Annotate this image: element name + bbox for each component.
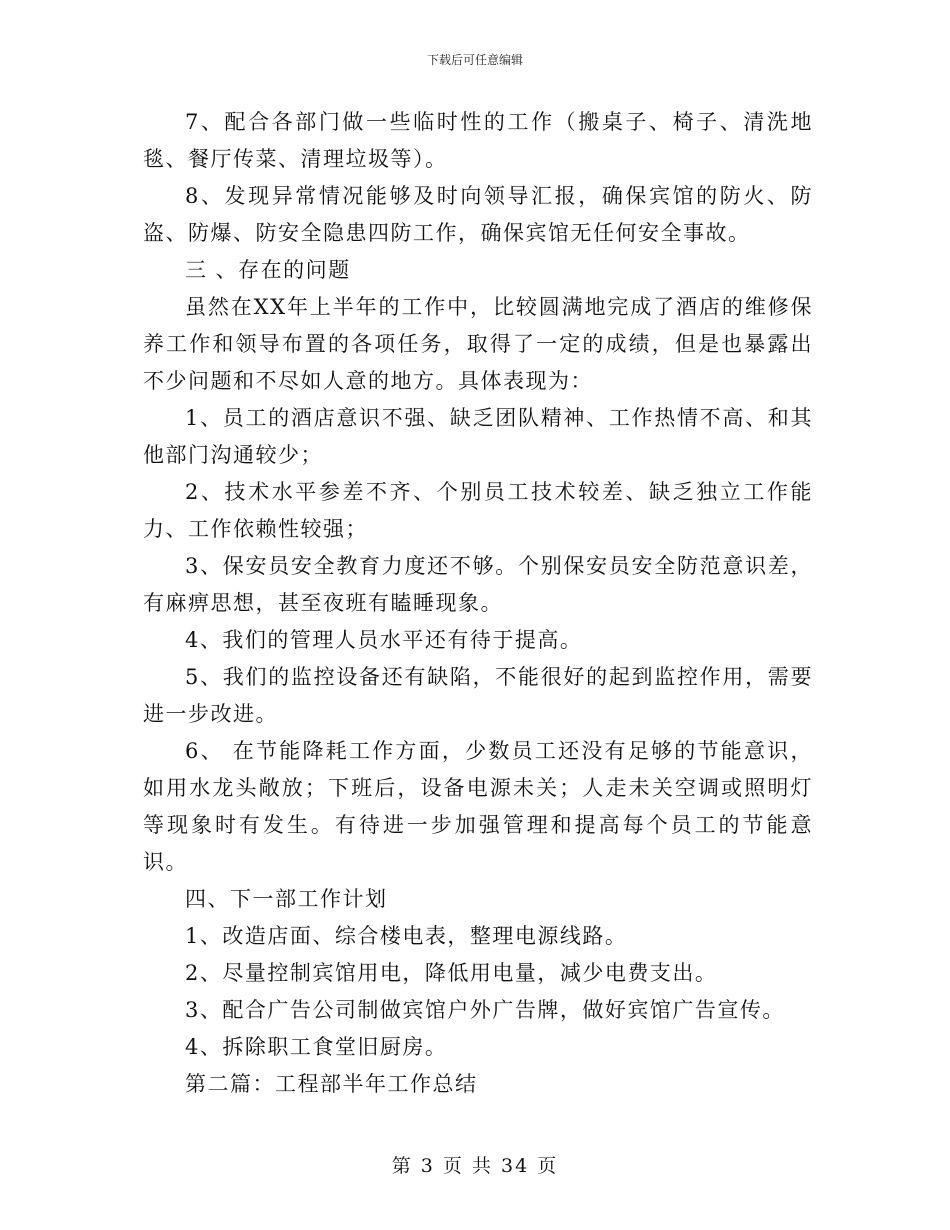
problem-item-3: 3、保安员安全教育力度还不够。个别保安员安全防范意识差，有麻痹思想，甚至夜班有瞌睡现象。 xyxy=(143,554,813,615)
document-body xyxy=(143,104,813,1103)
problem-item-4: 4、我们的管理人员水平还有待于提高。 xyxy=(185,628,583,652)
paragraph-item-7: 7、配合各部门做一些临时性的工作（搬桌子、椅子、清洗地毯、餐厅传菜、清理垃圾等）。 xyxy=(143,110,813,171)
section-heading-problems: 三 、存在的问题 xyxy=(185,258,351,282)
plan-item-4: 4、拆除职工食堂旧厨房。 xyxy=(185,1035,448,1059)
page-header-note: 下载后可任意编辑 xyxy=(426,53,523,67)
footer-prefix: 第 xyxy=(391,1155,413,1177)
paragraph-item-8: 8、发现异常情况能够及时向领导汇报，确保宾馆的防火、防盗、防爆、防安全隐患四防工作，确保宾馆无任何安全事故。 xyxy=(143,184,813,245)
paragraph-problems-intro: 虽然在XX年上半年的工作中，比较圆满地完成了酒店的维修保养工作和领导布置的各项任务，取得了一定的成绩，但是也暴露出不少问题和不尽如人意的地方。具体表现为： xyxy=(143,295,813,393)
total-page-count: 34 xyxy=(501,1155,530,1177)
section-heading-next-plan: 四、下一部工作计划 xyxy=(185,887,388,911)
problem-item-5: 5、我们的监控设备还有缺陷，不能很好的起到监控作用，需要进一步改进。 xyxy=(143,665,813,726)
problem-item-6: 6、 在节能降耗工作方面，少数员工还没有足够的节能意识，如用水龙头敞放；下班后，设备电源未关；人走未关空调或照明灯等现象时有发生。有待进一步加强管理和提高每个员工的节能意识。 xyxy=(143,739,813,874)
footer-total-word: 共 xyxy=(471,1155,493,1177)
problem-item-1: 1、员工的酒店意识不强、缺乏团队精神、工作热情不高、和其他部门沟通较少； xyxy=(143,406,813,467)
plan-item-3: 3、配合广告公司制做宾馆户外广告牌，做好宾馆广告宣传。 xyxy=(185,998,785,1022)
page-number-footer xyxy=(0,1154,950,1178)
footer-suffix: 页 xyxy=(537,1155,559,1177)
plan-item-1: 1、改造店面、综合楼电表，整理电源线路。 xyxy=(185,924,628,948)
problem-item-2: 2、技术水平参差不齐、个别员工技术较差、缺乏独立工作能力、工作依赖性较强； xyxy=(143,480,813,541)
plan-item-2: 2、尽量控制宾馆用电，降低用电量，减少电费支出。 xyxy=(185,961,718,985)
current-page-number: 3 xyxy=(420,1155,435,1177)
chapter-heading-second: 第二篇：工程部半年工作总结 xyxy=(185,1072,478,1096)
footer-page-word: 页 xyxy=(442,1155,464,1177)
